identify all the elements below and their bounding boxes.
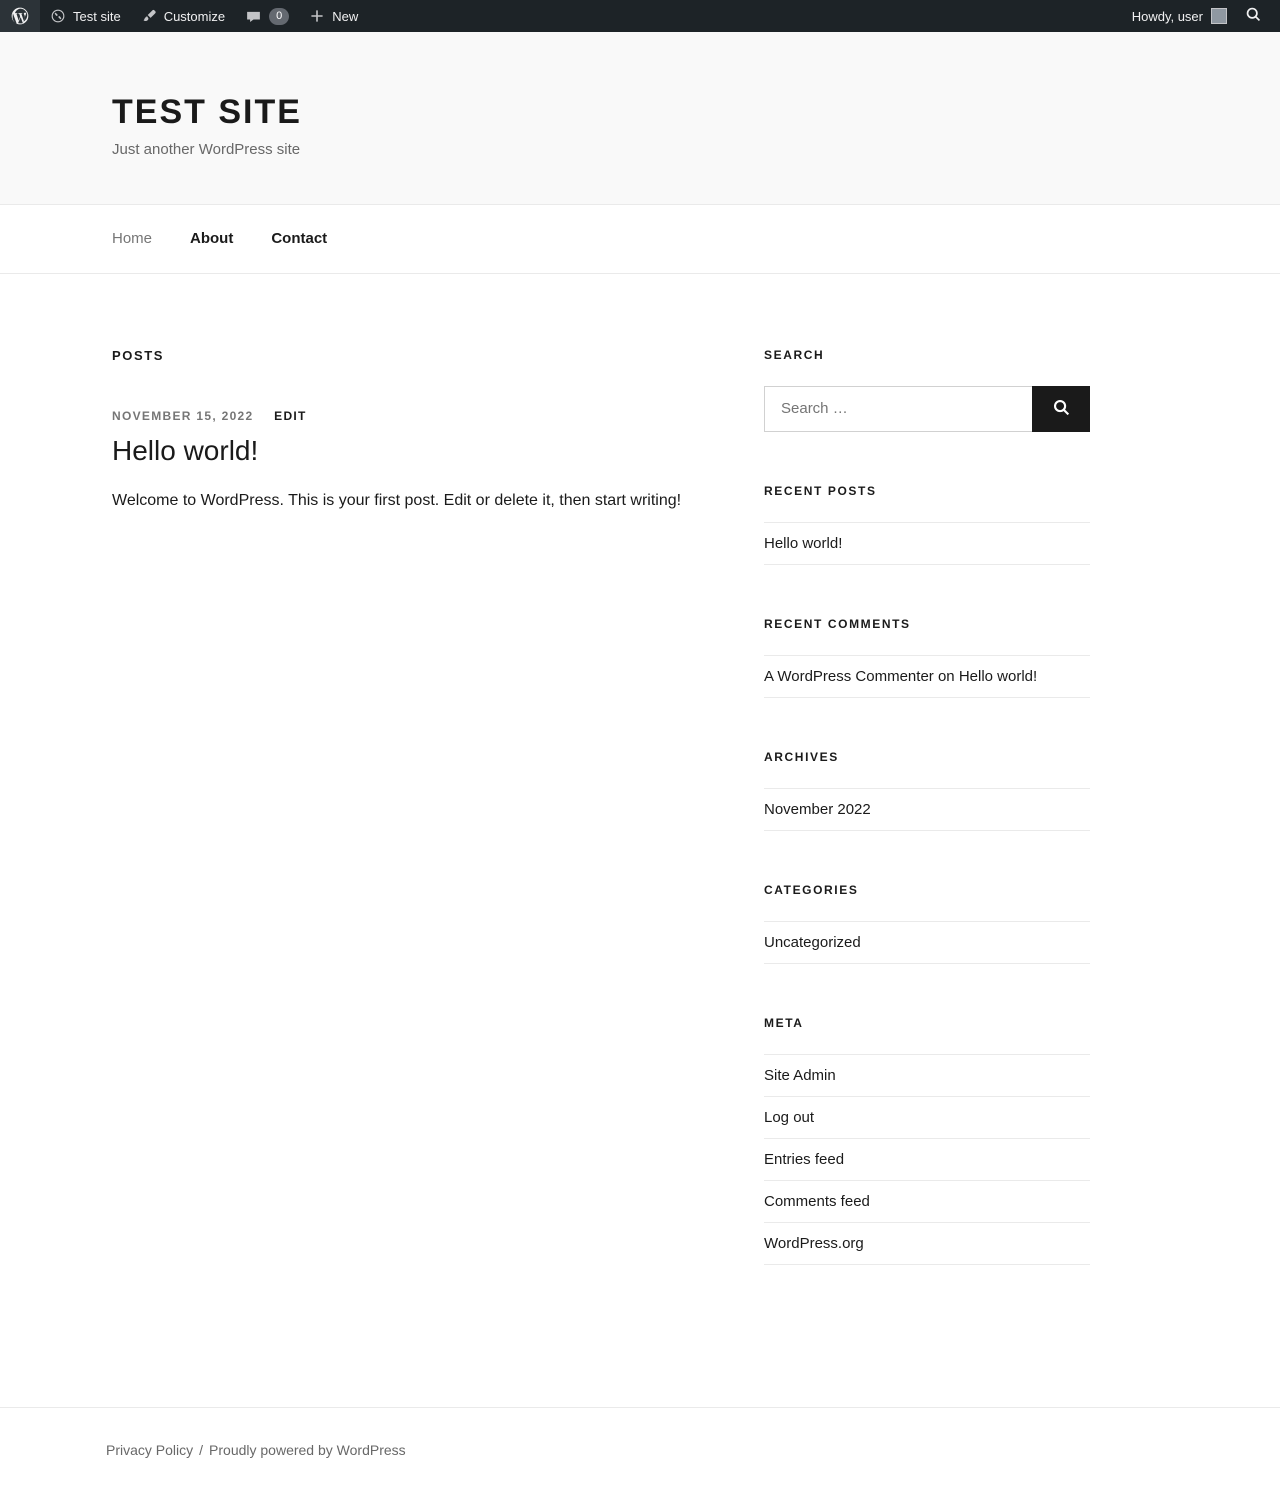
archives-list: [764, 788, 1090, 831]
main-content: [112, 348, 716, 1317]
site-header-inner: [88, 92, 1192, 158]
nav-link-home[interactable]: Home: [112, 229, 153, 247]
meta-link-site-admin[interactable]: Site Admin: [764, 1066, 836, 1084]
post-meta: [112, 409, 716, 423]
category-link[interactable]: Uncategorized: [764, 933, 861, 951]
comments-link[interactable]: [235, 0, 299, 32]
list-item[interactable]: [764, 921, 1090, 964]
post-content: [112, 488, 716, 514]
content-area: [112, 274, 1168, 1317]
nav-item-contact[interactable]: [271, 230, 327, 248]
widget-recent-posts: [764, 484, 1090, 565]
admin-bar: [0, 0, 1280, 32]
customize-link[interactable]: [131, 0, 235, 32]
meta-list: [764, 1054, 1090, 1265]
archive-link[interactable]: November 2022: [764, 800, 871, 818]
post-title-link[interactable]: Hello world!: [112, 434, 259, 466]
meta-link-comments-feed[interactable]: Comments feed: [764, 1192, 870, 1210]
comment-bubble-icon: [245, 8, 262, 25]
nav-link-contact[interactable]: Contact: [271, 229, 328, 247]
wp-logo-menu[interactable]: [0, 0, 40, 32]
nav-list: [112, 205, 1168, 273]
categories-list: [764, 921, 1090, 964]
recent-posts-list: [764, 522, 1090, 565]
site-name-label: Test site: [73, 8, 121, 24]
howdy-label: Howdy, user: [1131, 8, 1203, 24]
wordpress-logo-icon: [10, 6, 30, 26]
primary-navigation: [0, 205, 1280, 274]
widget-title-recent-comments: RECENT COMMENTS: [764, 616, 911, 631]
search-input[interactable]: [764, 386, 1032, 432]
privacy-policy-link[interactable]: Privacy Policy: [106, 1441, 194, 1458]
customize-label: Customize: [163, 8, 226, 24]
home-dashboard-icon: [50, 8, 66, 24]
comment-on-text: on: [933, 667, 959, 685]
search-icon: [1245, 6, 1262, 26]
wordpress-credit-link[interactable]: Proudly powered by WordPress: [209, 1441, 406, 1458]
recent-comments-list: [764, 655, 1090, 698]
meta-link-wordpress-org[interactable]: WordPress.org: [764, 1234, 864, 1252]
site-name-menu[interactable]: [40, 0, 131, 32]
search-form: [764, 386, 1090, 432]
posts-section-label: POSTS: [112, 347, 165, 363]
widget-recent-comments: [764, 617, 1090, 698]
footer-inner: [88, 1442, 1192, 1458]
my-account-menu[interactable]: [1120, 0, 1235, 32]
widget-title-recent-posts: RECENT POSTS: [764, 483, 877, 498]
paintbrush-icon: [141, 8, 157, 24]
nav-inner: [88, 205, 1192, 273]
widget-title-categories: CATEGORIES: [764, 882, 859, 897]
footer-separator: /: [199, 1441, 204, 1458]
widget-search: [764, 348, 1090, 432]
admin-bar-search-button[interactable]: [1235, 0, 1272, 32]
widget-categories: [764, 883, 1090, 964]
new-label: New: [332, 8, 359, 24]
comment-post-link[interactable]: Hello world!: [958, 667, 1038, 685]
post-edit-link[interactable]: EDIT: [274, 408, 307, 423]
new-content-menu[interactable]: [299, 0, 368, 32]
search-icon: [1052, 398, 1071, 420]
post-excerpt: Welcome to WordPress. This is your first post. Edit or delete it, then start writing!: [112, 491, 682, 509]
widget-archives: [764, 750, 1090, 831]
list-item[interactable]: [764, 1097, 1090, 1139]
list-item[interactable]: [764, 1181, 1090, 1223]
list-item: [764, 655, 1090, 698]
page-title[interactable]: TEST SITE: [112, 93, 302, 131]
plus-icon: [309, 8, 325, 24]
list-item[interactable]: [764, 1054, 1090, 1097]
meta-link-log-out[interactable]: Log out: [764, 1108, 815, 1126]
widget-meta: [764, 1016, 1090, 1265]
post-article: [112, 409, 716, 514]
list-item[interactable]: [764, 1223, 1090, 1265]
site-description: Just another WordPress site: [112, 140, 301, 158]
widget-title-meta: META: [764, 1015, 804, 1030]
nav-item-home[interactable]: [112, 230, 152, 248]
recent-post-link[interactable]: Hello world!: [764, 534, 843, 552]
avatar: [1211, 8, 1227, 24]
search-submit-button[interactable]: [1032, 386, 1090, 432]
content-wrap: [88, 274, 1192, 1317]
site-footer: [0, 1407, 1280, 1498]
nav-item-about[interactable]: [190, 230, 233, 248]
list-item[interactable]: [764, 522, 1090, 565]
comment-author: A WordPress Commenter: [764, 667, 934, 685]
list-item[interactable]: [764, 788, 1090, 831]
post-date-link[interactable]: NOVEMBER 15, 2022: [112, 408, 254, 423]
nav-link-about[interactable]: About: [190, 229, 234, 247]
sidebar: [764, 348, 1090, 1317]
list-item[interactable]: [764, 1139, 1090, 1181]
post-title: [112, 433, 716, 468]
meta-link-entries-feed[interactable]: Entries feed: [764, 1150, 845, 1168]
comments-count-badge: 0: [269, 8, 289, 25]
site-header: [0, 32, 1280, 205]
widget-title-archives: ARCHIVES: [764, 749, 839, 764]
widget-title-search: SEARCH: [764, 347, 825, 362]
